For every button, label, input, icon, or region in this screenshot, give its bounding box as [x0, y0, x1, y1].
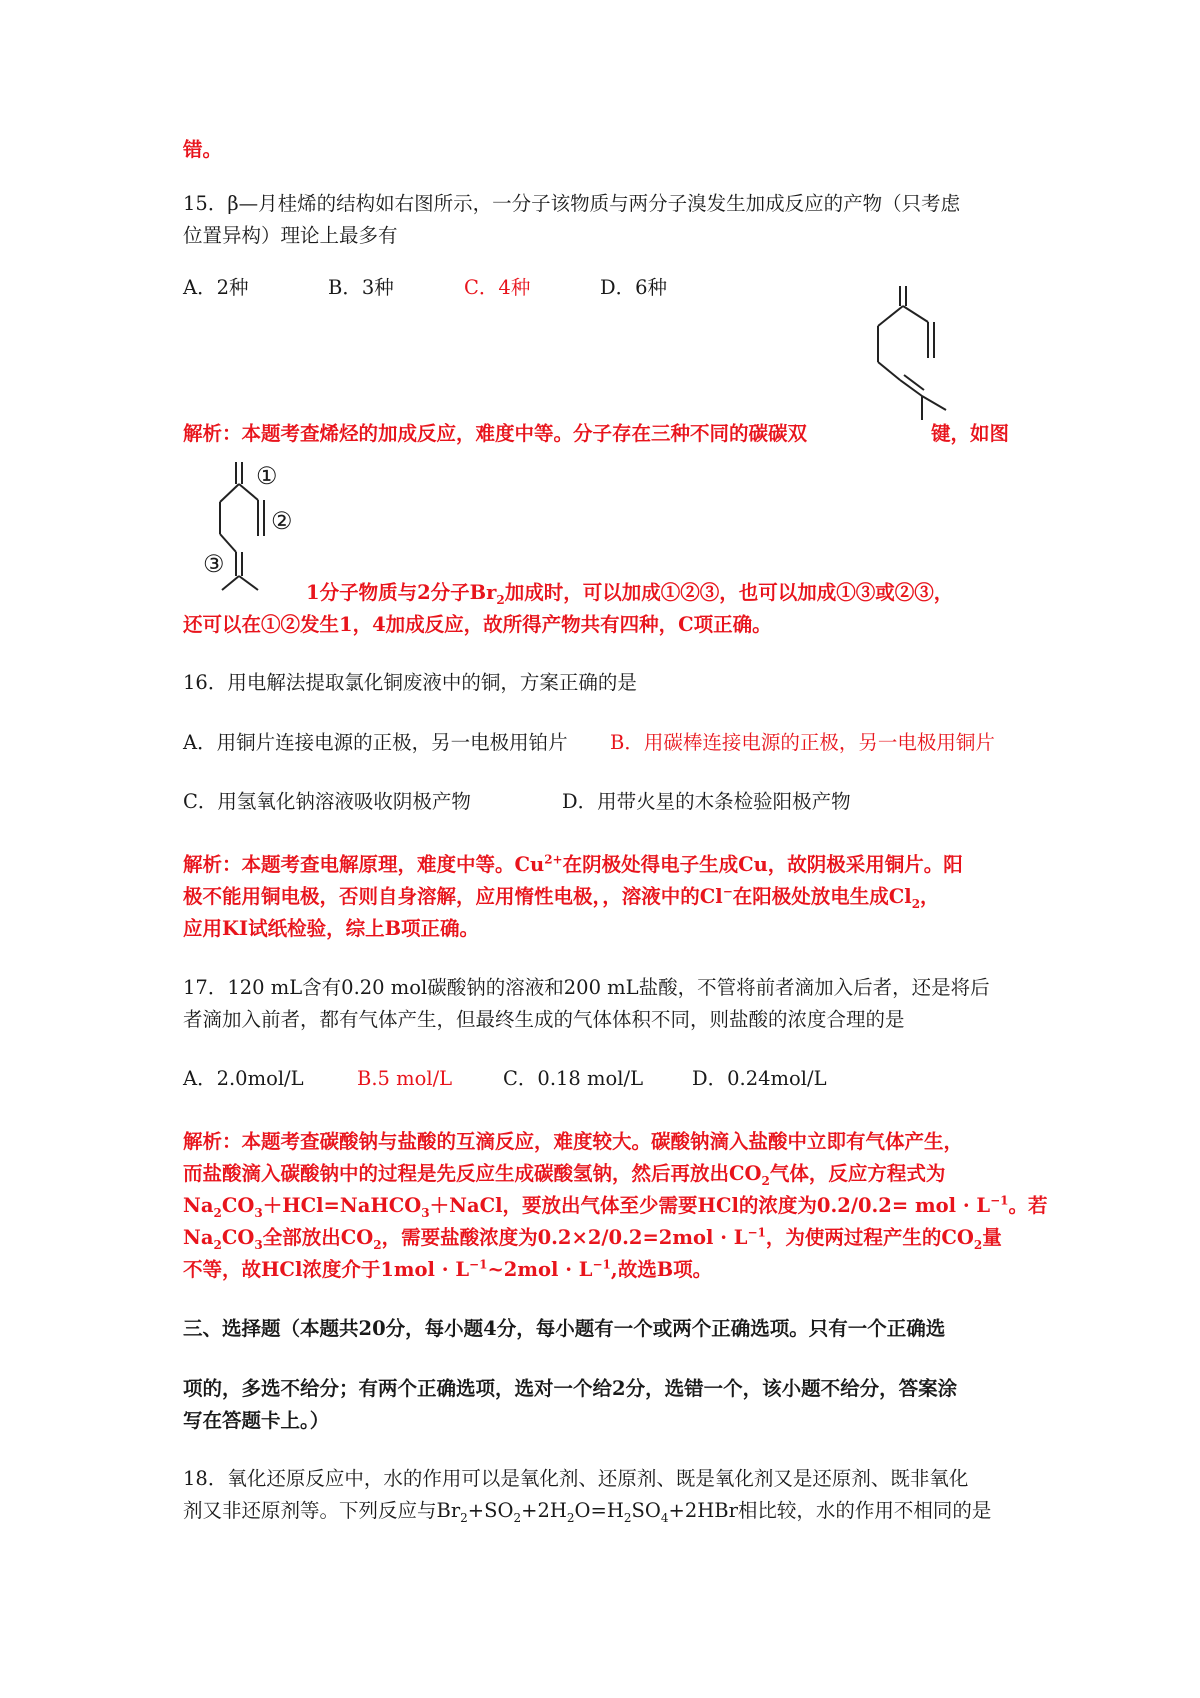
q15-option-c: C．4种 [464, 276, 531, 299]
q15-analysis-line2: 1分子物质与2分子$Br_2$加成时，可以加成①②③，也可以加成①③或②③， [306, 581, 954, 607]
q17-analysis-line3: $Na_2CO_3+HCl=NaHCO_3+NaCl$，要放出气体至少需要HCl的浓度为0.2/0.2= mol · $L^{-1}$。若 [183, 1193, 1048, 1220]
q16-analysis-line2: 极不能用铜电极，否则自身溶解，应用惰性电极，，溶液中的Cl−在阳极处放电生成$Cl_2$， [183, 884, 940, 911]
bond-label-1: ① [256, 462, 278, 490]
q17-analysis-line4: $Na_2CO_3$全部放出$CO_2$，需要盐酸浓度为$0.2\times 2/0.2=2mol \cdot L^{-1}$，为使两过程产生的$CO_2$量 [183, 1225, 1002, 1252]
q18-stem-line2: 剂又非还原剂等。下列反应与$Br_2+SO_2+2H_2O=H_2SO_4+2HBr$相比较，水的作用不相同的是 [183, 1499, 992, 1525]
q17-option-a: A．2.0mol/L [183, 1067, 304, 1090]
q15-analysis-line1b: 键，如图 [931, 422, 1010, 445]
q15-option-a: A．2种 [183, 276, 249, 299]
section3-heading-line3: 写在答题卡上。） [183, 1409, 330, 1432]
previous-answer-fragment: 错。 [183, 138, 223, 161]
q16-option-a: A．用铜片连接电源的正极，另一电极用铂片 [183, 731, 568, 754]
q17-analysis-line5: 不等，故HCl浓度介于$1mol \cdot L^{-1}\sim 2mol \cdot L^{-1}$,故选B项。 [183, 1257, 713, 1281]
q16-option-c: C．用氢氧化钠溶液吸收阴极产物 [183, 790, 471, 813]
bond-label-2: ② [271, 507, 293, 535]
q17-option-d: D．0.24mol/L [692, 1067, 827, 1090]
section3-heading-line1: 三、选择题（本题共20分，每小题4分，每小题有一个或两个正确选项。只有一个正确选 [183, 1317, 946, 1340]
q16-stem: 16．用电解法提取氯化铜废液中的铜，方案正确的是 [183, 671, 637, 694]
section3-heading-line2: 项的，多选不给分；有两个正确选项，选对一个给2分，选错一个，该小题不给分，答案涂 [183, 1377, 958, 1400]
q15-option-d: D．6种 [600, 276, 668, 299]
q17-option-c: C．0.18 mol/L [503, 1067, 644, 1090]
q15-stem-line2: 位置异构）理论上最多有 [183, 224, 398, 247]
q17-analysis-line2: 而盐酸滴入碳酸钠中的过程是先反应生成碳酸氢钠，然后再放出$CO_2$气体，反应方程式为 [183, 1162, 946, 1188]
q15-option-b: B．3种 [328, 276, 394, 299]
q18-stem-line1: 18．氧化还原反应中，水的作用可以是氧化剂、还原剂、既是氧化剂又是还原剂、既非氧化 [183, 1467, 969, 1490]
q16-option-d: D．用带火星的木条检验阳极产物 [562, 790, 851, 813]
q17-stem-line2: 者滴加入前者，都有气体产生，但最终生成的气体体积不同，则盐酸的浓度合理的是 [183, 1008, 905, 1031]
q17-analysis-line1: 解析：本题考查碳酸钠与盐酸的互滴反应，难度较大。碳酸钠滴入盐酸中立即有气体产生， [183, 1130, 964, 1153]
q15-analysis-line3: 还可以在①②发生1，4加成反应，故所得产物共有四种，C项正确。 [183, 613, 772, 636]
q16-option-b: B．用碳棒连接电源的正极，另一电极用铜片 [610, 731, 995, 754]
q17-stem-line1: 17．120 mL含有0.20 mol碳酸钠的溶液和200 mL盐酸，不管将前者滴加入后者，还是将后 [183, 976, 990, 999]
q15-stem-line1: 15．β—月桂烯的结构如右图所示，一分子该物质与两分子溴发生加成反应的产物（只考虑 [183, 192, 961, 215]
bond-label-3: ③ [203, 550, 225, 578]
q17-option-b: B.5 mol/L [357, 1067, 453, 1090]
q16-analysis-line3: 应用KI试纸检验，综上B项正确。 [183, 917, 480, 940]
myrcene-structure-figure [860, 280, 970, 440]
q15-analysis-line1a: 解析：本题考查烯烃的加成反应，难度中等。分子存在三种不同的碳碳双 [183, 422, 808, 445]
q16-analysis-line1: 解析：本题考查电解原理，难度中等。$Cu^{2+}$在阴极处得电子生成Cu，故阴极采用铜片。阳 [183, 852, 963, 876]
